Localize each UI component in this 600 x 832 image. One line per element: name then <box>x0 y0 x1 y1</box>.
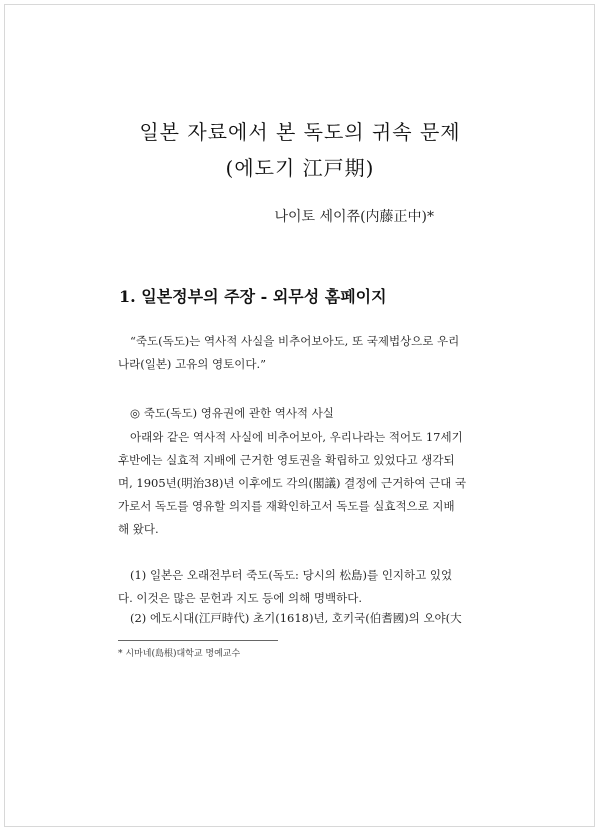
document-subtitle: (에도기 江戸期) <box>225 156 375 180</box>
body-line: 며, 1905년(明治38)년 이후에도 각의(閣議) 결정에 근거하여 근대 국 <box>118 476 467 490</box>
quote-line: 나라(일본) 고유의 영토이다.” <box>118 357 267 371</box>
author-name: 나이토 세이쮸(内藤正中)* <box>274 209 434 225</box>
list-item-line: (2) 에도시대(江戸時代) 초기(1618)년, 호키국(伯耆國)의 오야(大 <box>130 611 462 625</box>
section-heading: 1. 일본정부의 주장 - 외무성 홈페이지 <box>119 287 387 306</box>
list-item-line: (1) 일본은 오래전부터 죽도(독도: 당시의 松島)를 인지하고 있었 <box>130 568 453 582</box>
footnote: * 시마네(島根)대학교 명예교수 <box>118 649 241 659</box>
body-line: 아래와 같은 역사적 사실에 비추어보아, 우리나라는 적어도 17세기 <box>130 430 463 444</box>
list-item-line: 다. 이것은 많은 문헌과 지도 등에 의해 명백하다. <box>118 591 362 605</box>
document-title: 일본 자료에서 본 독도의 귀속 문제 <box>139 120 461 144</box>
body-line: 가로서 독도를 영유할 의지를 재확인하고서 독도를 실효적으로 지배 <box>118 499 455 513</box>
quote-paragraph <box>118 330 458 376</box>
list-item <box>118 564 458 610</box>
sub-heading-text: ◎ 죽도(독도) 영유권에 관한 역사적 사실 <box>130 406 334 420</box>
list-item <box>118 607 462 630</box>
body-line: 후반에는 실효적 지배에 근거한 영토권을 확립하고 있었다고 생각되 <box>118 453 455 467</box>
sub-heading <box>118 402 458 425</box>
quote-line: “죽도(독도)는 역사적 사실을 비추어보아도, 또 국제법상으로 우리 <box>130 334 460 348</box>
body-paragraph <box>118 426 467 541</box>
footnote-divider <box>118 640 278 641</box>
body-line: 해 왔다. <box>118 522 159 536</box>
